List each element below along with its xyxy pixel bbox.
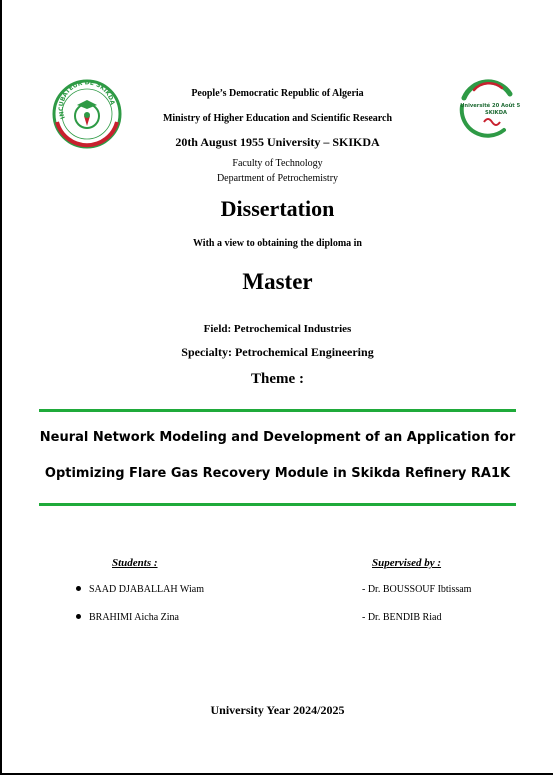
top-divider — [39, 409, 516, 412]
diploma-purpose: With a view to obtaining the diploma in — [192, 238, 362, 249]
supervisors-heading: Supervised by : — [372, 557, 442, 569]
bullet-icon — [76, 614, 81, 619]
thesis-title-line-1: Neural Network Modeling and Development of an Application for — [39, 430, 516, 445]
student-name: BRAHIMI Aicha Zina — [89, 612, 179, 623]
university-heading: 20th August 1955 University – SKIKDA — [175, 135, 380, 149]
degree-title: Master — [242, 269, 313, 294]
department-label: Department of Petrochemistry — [216, 173, 339, 184]
document-type: Dissertation — [220, 196, 335, 221]
university-year: University Year 2024/2025 — [210, 703, 345, 717]
university-skikda-logo — [454, 76, 520, 138]
supervisor-name: - Dr. BOUSSOUF Ibtissam — [362, 584, 472, 595]
field-label: Field: Petrochemical Industries — [203, 323, 352, 335]
supervisor-name: - Dr. BENDIB Riad — [362, 612, 442, 623]
students-heading: Students : — [112, 557, 158, 569]
logo-ring-text: INCUBATEUR DE SKIKDA — [57, 79, 116, 120]
specialty-label: Specialty: Petrochemical Engineering — [181, 345, 374, 359]
bottom-divider — [39, 503, 516, 506]
logo-university-text: Université 20 Août 55 — [460, 103, 520, 109]
republic-heading: People’s Democratic Republic of Algeria — [191, 88, 364, 99]
faculty-label: Faculty of Technology — [232, 158, 323, 169]
student-item — [76, 584, 204, 595]
student-name: SAAD DJABALLAH Wiam — [89, 584, 204, 595]
bullet-icon — [76, 586, 81, 591]
student-item — [76, 612, 179, 623]
theme-label: Theme : — [251, 371, 304, 387]
ministry-heading: Ministry of Higher Education and Scientific Research — [162, 113, 393, 124]
logo-skikda-text: SKIKDA — [484, 110, 508, 116]
thesis-title-line-2: Optimizing Flare Gas Recovery Module in Skikda Refinery RA1K — [44, 466, 511, 481]
